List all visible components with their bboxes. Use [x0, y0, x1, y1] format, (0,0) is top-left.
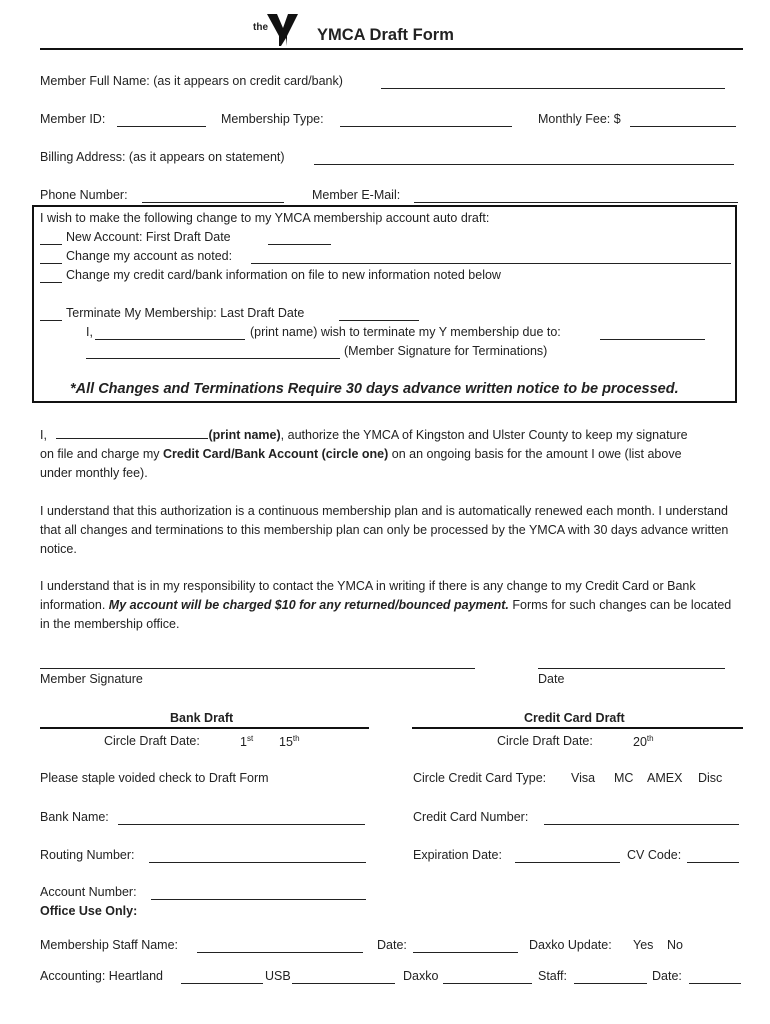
change-card-label: Change my credit card/bank information on file to new information noted below — [66, 268, 501, 282]
change-intro: I wish to make the following change to my YMCA membership account auto draft: — [40, 211, 490, 225]
daxko-update-yes[interactable]: Yes — [633, 938, 654, 952]
continuous-plan-paragraph: I understand that this authorization is a continuous membership plan and is automatically renewed each month. I understand that all changes and terminations to this membership plan can only be processed by the YMCA with 30 days advance written notice. — [40, 504, 729, 556]
member-id-field[interactable] — [117, 126, 206, 127]
advance-notice-text: *All Changes and Terminations Require 30 days advance written notice to be processed. — [70, 381, 679, 397]
full-name-field[interactable] — [381, 88, 725, 89]
responsibility-paragraph — [40, 577, 740, 634]
new-account-label: New Account: First Draft Date — [66, 230, 231, 244]
auth-print-name-field[interactable] — [56, 427, 208, 439]
auth-circle-one: Credit Card/Bank Account (circle one) — [163, 447, 389, 461]
usb-field[interactable] — [292, 983, 395, 984]
expiration-date-field[interactable] — [515, 862, 620, 863]
membership-type-field[interactable] — [340, 126, 512, 127]
bank-date-15-suffix: th — [292, 734, 300, 743]
termination-signature-field[interactable] — [86, 358, 340, 359]
bank-draft-heading: Bank Draft — [170, 711, 234, 725]
staff-label: Staff: — [538, 969, 567, 983]
expiration-date-label: Expiration Date: — [413, 848, 502, 862]
new-account-checkline[interactable] — [40, 244, 62, 245]
form-title: YMCA Draft Form — [317, 26, 454, 44]
email-label: Member E-Mail: — [312, 188, 401, 202]
staff-name-label: Membership Staff Name: — [40, 938, 179, 952]
terminate-checkline[interactable] — [40, 320, 62, 321]
office-date-label: Date: — [377, 938, 407, 952]
last-draft-date-field[interactable] — [339, 320, 419, 321]
daxko-update-label: Daxko Update: — [529, 938, 612, 952]
logo-text: the — [253, 22, 268, 33]
credit-draft-heading: Credit Card Draft — [524, 711, 625, 725]
usb-label: USB — [265, 969, 291, 983]
routing-number-field[interactable] — [149, 862, 366, 863]
member-id-label: Member ID: — [40, 112, 106, 126]
credit-date-20-num: 20 — [633, 735, 647, 750]
credit-draft-rule — [412, 727, 743, 729]
header-rule — [40, 48, 743, 50]
returned-payment-fee-text: My account will be charged $10 for any returned/bounced payment. — [108, 598, 509, 612]
monthly-fee-field[interactable] — [630, 126, 736, 127]
account-number-field[interactable] — [151, 899, 366, 900]
auth-text-3: on an ongoing basis for the amount I owe (list above — [391, 447, 682, 461]
office-date-field[interactable] — [413, 952, 518, 953]
staff-name-field[interactable] — [197, 952, 363, 953]
responsibility-text-2: Forms for such changes can be located in the membership office. — [40, 598, 732, 631]
bank-circle-label: Circle Draft Date: — [104, 734, 200, 748]
billing-address-label: Billing Address: (as it appears on statement) — [40, 150, 285, 164]
bank-draft-date-1st[interactable] — [240, 734, 253, 749]
change-card-checkline[interactable] — [40, 282, 62, 283]
credit-draft-date-20th[interactable] — [633, 734, 654, 749]
responsibility-text-1: I understand that is in my responsibility to contact the YMCA in writing if there is any change to my Credit Card or Bank information. — [40, 579, 696, 612]
auth-print-name-label: (print name) — [208, 428, 281, 442]
cv-code-label: CV Code: — [627, 848, 682, 862]
auth-text-4: under monthly fee). — [40, 466, 148, 480]
staple-note: Please staple voided check to Draft Form — [40, 771, 269, 785]
first-draft-date-field[interactable] — [268, 244, 331, 245]
full-name-label: Member Full Name: (as it appears on credit card/bank) — [40, 74, 343, 88]
accounting-label: Accounting: Heartland — [40, 969, 163, 983]
phone-field[interactable] — [142, 202, 284, 203]
daxko-update-no[interactable]: No — [667, 938, 683, 952]
credit-date-20-suffix: th — [646, 734, 654, 743]
bank-date-1-suffix: st — [246, 734, 254, 743]
member-signature-field[interactable] — [40, 668, 475, 669]
cv-code-field[interactable] — [687, 862, 739, 863]
termination-signature-label: (Member Signature for Terminations) — [344, 344, 548, 358]
card-type-amex[interactable]: AMEX — [647, 771, 683, 785]
card-type-mc[interactable]: MC — [614, 771, 634, 785]
terminate-print-name-field[interactable] — [95, 339, 245, 340]
phone-label: Phone Number: — [40, 188, 128, 202]
heartland-field[interactable] — [181, 983, 263, 984]
card-number-field[interactable] — [544, 824, 739, 825]
signature-date-label: Date — [538, 672, 565, 686]
card-type-disc[interactable]: Disc — [698, 771, 723, 785]
card-type-visa[interactable]: Visa — [571, 771, 596, 785]
signature-date-field[interactable] — [538, 668, 725, 669]
auth-text-2: on file and charge my — [40, 447, 160, 461]
terminate-reason-field[interactable] — [600, 339, 705, 340]
bank-name-label: Bank Name: — [40, 810, 109, 824]
card-type-label: Circle Credit Card Type: — [413, 771, 547, 785]
terminate-label: Terminate My Membership: Last Draft Date — [66, 306, 305, 320]
change-account-field[interactable] — [251, 263, 731, 264]
staff-field[interactable] — [574, 983, 647, 984]
billing-address-field[interactable] — [314, 164, 734, 165]
authorization-paragraph — [40, 426, 740, 483]
auth-i: I, — [40, 428, 47, 442]
bank-draft-rule — [40, 727, 369, 729]
email-field[interactable] — [414, 202, 738, 203]
routing-number-label: Routing Number: — [40, 848, 135, 862]
credit-circle-label: Circle Draft Date: — [497, 734, 593, 748]
final-date-label: Date: — [652, 969, 682, 983]
final-date-field[interactable] — [689, 983, 741, 984]
daxko-label: Daxko — [403, 969, 439, 983]
auth-text-1: , authorize the YMCA of Kingston and Ulster County to keep my signature — [280, 428, 688, 442]
ymca-logo — [253, 8, 299, 48]
bank-date-1-num: 1 — [240, 735, 247, 750]
bank-draft-date-15th[interactable] — [279, 734, 300, 749]
card-number-label: Credit Card Number: — [413, 810, 529, 824]
bank-name-field[interactable] — [118, 824, 365, 825]
member-signature-label: Member Signature — [40, 672, 143, 686]
change-account-checkline[interactable] — [40, 263, 62, 264]
account-number-label: Account Number: — [40, 885, 137, 899]
bank-date-15-num: 15 — [279, 735, 293, 750]
change-account-label: Change my account as noted: — [66, 249, 233, 263]
membership-type-label: Membership Type: — [221, 112, 324, 126]
monthly-fee-label: Monthly Fee: $ — [538, 112, 621, 126]
daxko-field[interactable] — [443, 983, 532, 984]
office-use-heading: Office Use Only: — [40, 904, 138, 918]
terminate-i-label: I, — [86, 325, 93, 339]
terminate-print-name-text: (print name) wish to terminate my Y membership due to: — [250, 325, 561, 339]
